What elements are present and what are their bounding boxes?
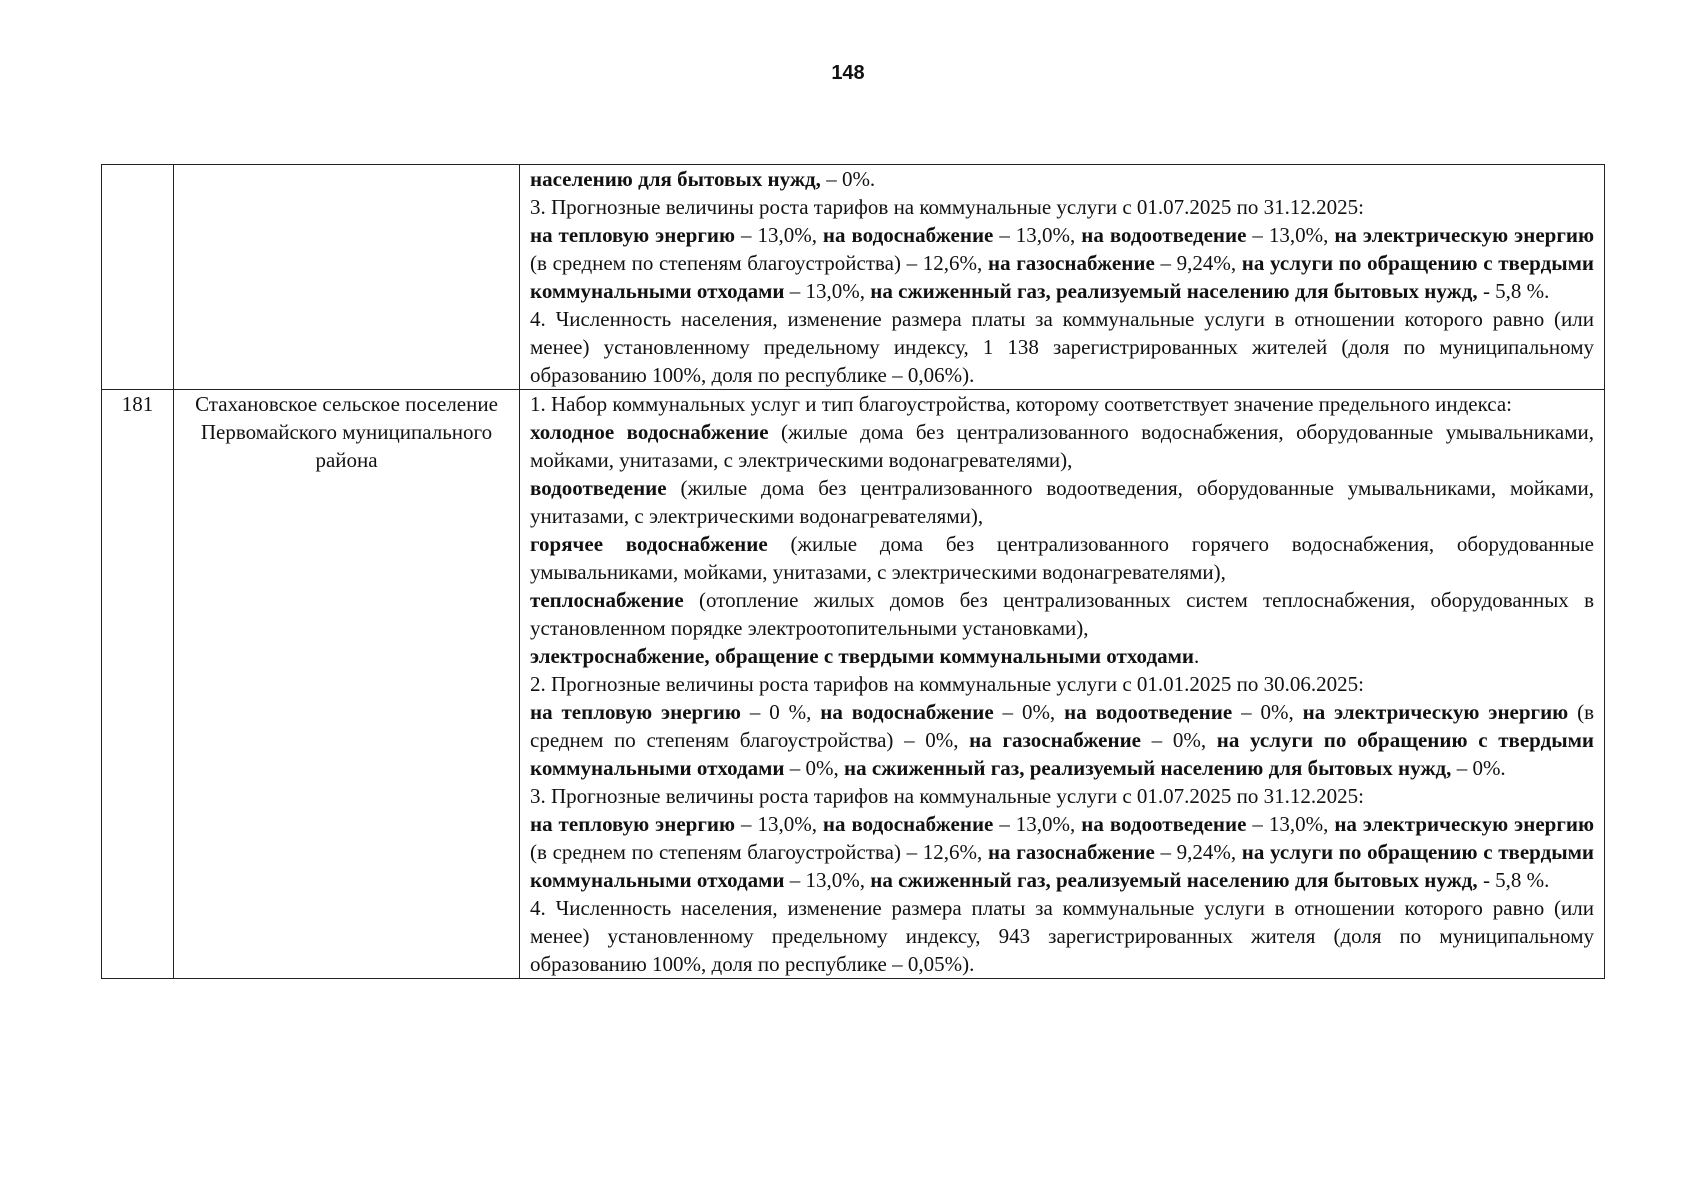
description-paragraph <box>530 474 1594 530</box>
description-paragraph <box>530 894 1594 978</box>
bold-text-run: населению для бытовых нужд, <box>530 167 821 191</box>
description-paragraph <box>530 642 1594 670</box>
settlement-name-cell <box>174 165 520 390</box>
text-run: – 0%, <box>993 700 1065 724</box>
bold-text-run: на сжиженный газ, реализуемый населению для бытовых нужд, <box>870 279 1478 303</box>
text-run: – 13,0%, <box>1246 812 1335 836</box>
text-run: 1. Набор коммунальных услуг и тип благоустройства, которому соответствует значение предельного индекса: <box>530 392 1512 416</box>
text-run: (в среднем по степеням благоустройства) – 0%, <box>530 700 1595 752</box>
text-run: 4. Численность населения, изменение размера платы за коммунальные услуги в отношении которого равно (или менее) установленному предельному индексу, 1 138 зарегистрированных жителей (доля по муниципальному образованию 100%, доля по республике – 0,06%). <box>530 307 1594 387</box>
text-run: – 0%, <box>784 756 845 780</box>
bold-text-run: на тепловую энергию <box>530 812 736 836</box>
text-run: – 13,0%, <box>784 279 871 303</box>
bold-text-run: электроснабжение, обращение с твердыми коммунальными отходами <box>530 644 1194 668</box>
bold-text-run: на водоснабжение <box>822 812 994 836</box>
text-run: – 13,0%, <box>735 223 823 247</box>
text-run: 3. Прогнозные величины роста тарифов на коммунальные услуги с 01.07.2025 по 31.12.2025: <box>530 195 1364 219</box>
bold-text-run: на электрическую энергию <box>1334 223 1595 247</box>
description-paragraph <box>530 221 1594 305</box>
text-run: – 13,0%, <box>784 868 871 892</box>
tariff-description-cell <box>520 390 1605 979</box>
text-run: – 0%. <box>1451 756 1506 780</box>
text-run: (жилые дома без централизованного водоснабжения, оборудованные умывальниками, мойками, унитазами, с электрическими водонагревателями), <box>530 420 1594 472</box>
tariff-description-cell <box>520 165 1605 390</box>
text-run: – 13,0%, <box>1246 223 1335 247</box>
text-run: – 13,0%, <box>993 223 1082 247</box>
text-run: 2. Прогнозные величины роста тарифов на коммунальные услуги с 01.01.2025 по 30.06.2025: <box>530 672 1364 696</box>
table-row <box>102 165 1605 390</box>
text-run: – 0%. <box>820 167 876 191</box>
bold-text-run: на газоснабжение <box>969 728 1141 752</box>
text-run: (отопление жилых домов без централизованных систем теплоснабжения, оборудованных в установленном порядке электроотопительными установками), <box>530 588 1594 640</box>
bold-text-run: на услуги по обращению с твердыми коммунальными отходами <box>530 840 1595 892</box>
bold-text-run: теплоснабжение <box>530 588 684 612</box>
text-run: – 13,0%, <box>735 812 823 836</box>
bold-text-run: на тепловую энергию <box>530 223 736 247</box>
bold-text-run: на сжиженный газ, реализуемый населению для бытовых нужд, <box>870 868 1478 892</box>
bold-text-run: холодное водоснабжение <box>530 420 769 444</box>
bold-text-run: на газоснабжение <box>987 840 1155 864</box>
text-run: – 9,24%, <box>1154 251 1242 275</box>
settlement-name-cell: Стахановское сельское поселение Первомайского муниципального района <box>174 390 520 979</box>
bold-text-run: на сжиженный газ, реализуемый населению для бытовых нужд, <box>844 756 1452 780</box>
bold-text-run: на водоснабжение <box>822 223 994 247</box>
text-run: (в среднем по степеням благоустройства) – 12,6%, <box>530 251 988 275</box>
page-number: 148 <box>831 62 865 84</box>
bold-text-run: на электрическую энергию <box>1302 700 1569 724</box>
text-run: 4. Численность населения, изменение размера платы за коммунальные услуги в отношении которого равно (или менее) установленному предельному индексу, 943 зарегистрированных жителя (доля по муниципальному образованию 100%, доля по республике – 0,05%). <box>530 896 1594 976</box>
bold-text-run: на электрическую энергию <box>1334 812 1595 836</box>
tariff-table <box>101 164 1605 979</box>
bold-text-run: на услуги по обращению с твердыми коммунальными отходами <box>530 251 1595 303</box>
table-row <box>102 390 1605 979</box>
table-body <box>102 165 1605 979</box>
bold-text-run: водоотведение <box>530 476 667 500</box>
text-run: - 5,8 %. <box>1477 868 1550 892</box>
text-run: – 9,24%, <box>1154 840 1242 864</box>
bold-text-run: на водоотведение <box>1081 223 1247 247</box>
text-run: (жилые дома без централизованного горячего водоснабжения, оборудованные умывальниками, мойками, унитазами, с электрическими водонагревателями), <box>530 532 1594 584</box>
description-paragraph <box>530 586 1594 642</box>
description-paragraph <box>530 670 1594 698</box>
text-run: – 13,0%, <box>993 812 1082 836</box>
bold-text-run: на тепловую энергию <box>530 700 741 724</box>
text-run: – 0%, <box>1232 700 1303 724</box>
text-run: – 0%, <box>1140 728 1217 752</box>
row-number-cell: 181 <box>102 390 174 979</box>
description-paragraph <box>530 810 1594 894</box>
text-run: . <box>1193 644 1200 668</box>
bold-text-run: на услуги по обращению с твердыми коммунальными отходами <box>530 728 1594 780</box>
description-paragraph <box>530 305 1594 389</box>
description-paragraph <box>530 418 1594 474</box>
description-paragraph <box>530 530 1594 586</box>
row-number-cell <box>102 165 174 390</box>
text-run: (в среднем по степеням благоустройства) – 12,6%, <box>530 840 988 864</box>
bold-text-run: на газоснабжение <box>987 251 1155 275</box>
bold-text-run: на водоснабжение <box>820 700 994 724</box>
text-run: 3. Прогнозные величины роста тарифов на коммунальные услуги с 01.07.2025 по 31.12.2025: <box>530 784 1364 808</box>
text-run: - 5,8 %. <box>1477 279 1550 303</box>
description-paragraph <box>530 782 1594 810</box>
bold-text-run: на водоотведение <box>1064 700 1233 724</box>
text-run: (жилые дома без централизованного водоотведения, оборудованные умывальниками, мойками, унитазами, с электрическими водонагревателями), <box>530 476 1594 528</box>
text-run: – 0 %, <box>740 700 821 724</box>
description-paragraph <box>530 193 1594 221</box>
bold-text-run: на водоотведение <box>1081 812 1247 836</box>
description-paragraph <box>530 165 1594 193</box>
description-paragraph <box>530 698 1594 782</box>
description-paragraph <box>530 390 1594 418</box>
bold-text-run: горячее водоснабжение <box>530 532 768 556</box>
